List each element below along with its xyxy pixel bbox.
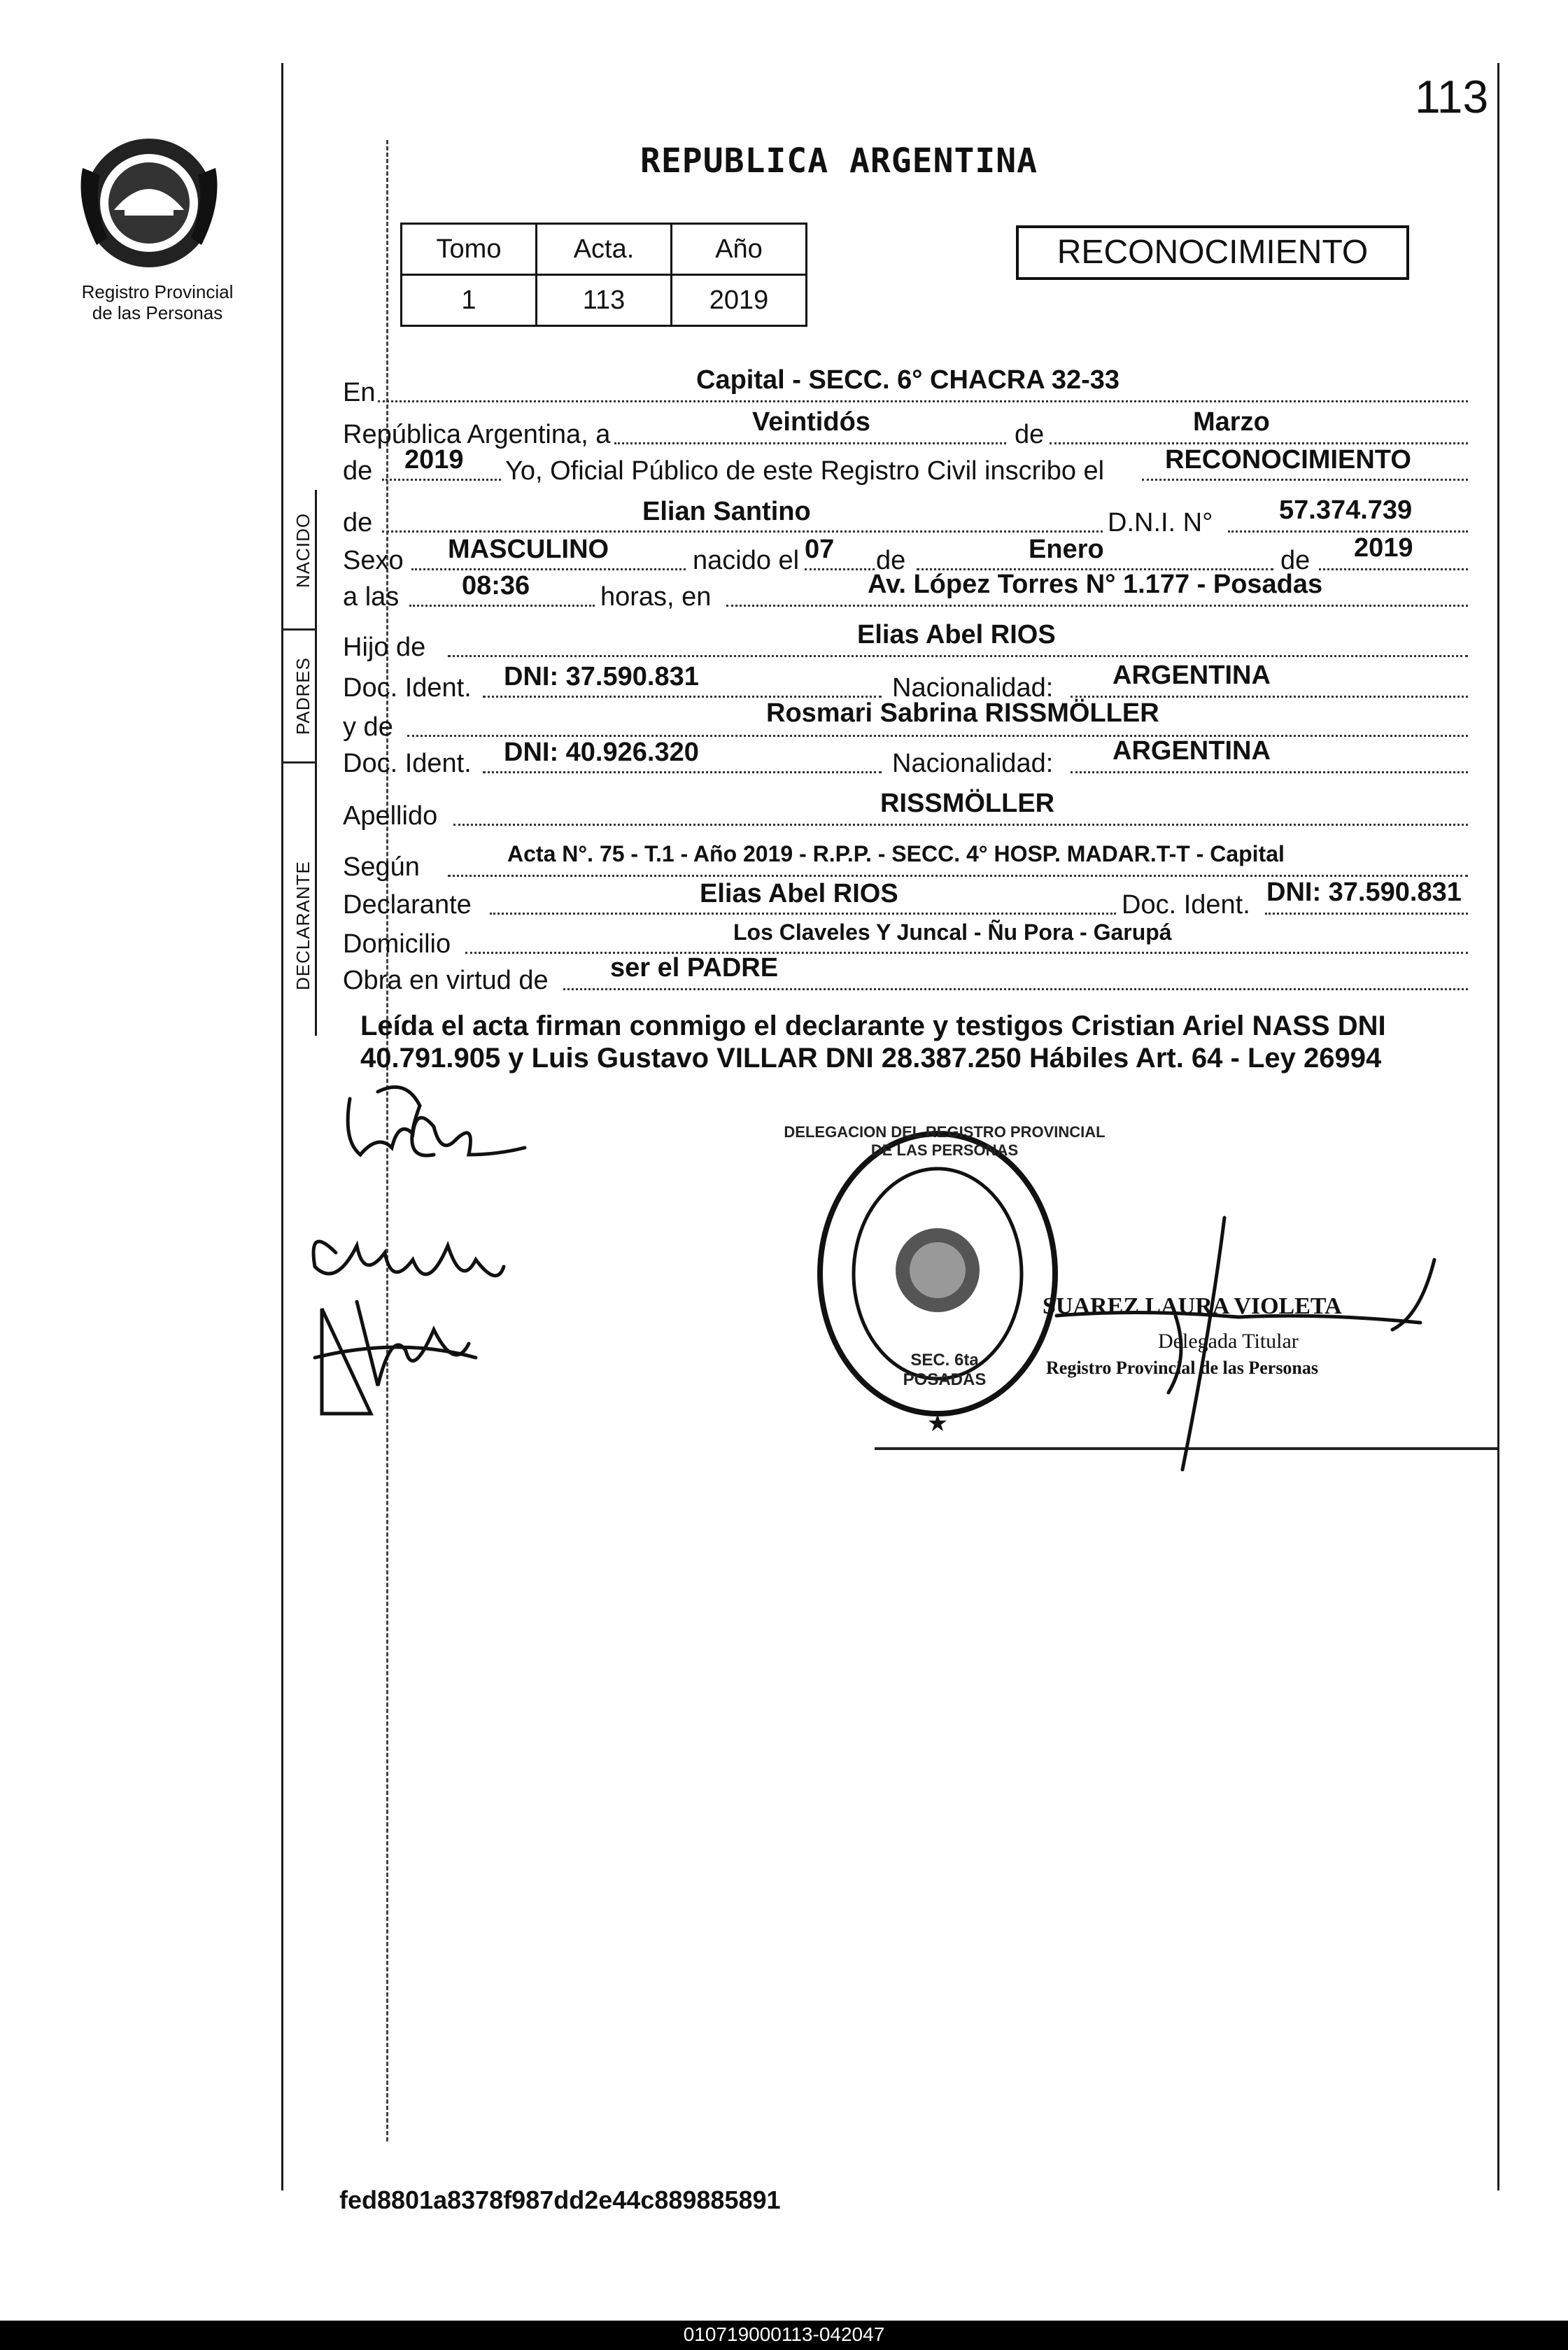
- officer-organization: Registro Provincial de las Personas: [1046, 1358, 1319, 1378]
- en-dots: [378, 400, 1468, 402]
- doc2-dots: [483, 771, 882, 773]
- day-dots: [614, 442, 1006, 444]
- obra-value: ser el PADRE: [610, 953, 779, 983]
- nac-day-value: 07: [805, 535, 835, 564]
- side-label-nacido: NACIDO: [292, 512, 313, 588]
- declarante-dots: [490, 913, 1116, 915]
- yde-label: y de: [343, 712, 393, 742]
- month-dots: [1050, 442, 1468, 444]
- declarante-value: Elias Abel RIOS: [700, 879, 898, 908]
- docid-dots: [1265, 913, 1468, 915]
- stamp-oval-text: DELEGACION DEL REGISTRO PROVINCIAL DE LAS PERSONAS: [784, 1123, 1106, 1159]
- docid-label: Doc. Ident.: [1122, 890, 1250, 920]
- segun-value: Acta N°. 75 - T.1 - Año 2019 - R.P.P. - SECC. 4° HOSP. MADAR.T-T - Capital: [507, 841, 1285, 866]
- doc2-value: DNI: 40.926.320: [504, 738, 699, 767]
- de-label: de: [1015, 420, 1045, 449]
- officer-name: SUAREZ LAURA VIOLETA: [1043, 1293, 1342, 1319]
- nac1-label: Nacionalidad:: [892, 673, 1054, 703]
- obra-label: Obra en virtud de: [343, 966, 549, 995]
- apellido-dots: [453, 824, 1468, 826]
- doc1-dots: [483, 696, 882, 698]
- nac1-dots: [1071, 696, 1468, 698]
- inscribe-value: RECONOCIMIENTO: [1165, 445, 1411, 474]
- en-value: Capital - SECC. 6° CHACRA 32-33: [696, 365, 1120, 395]
- nac-month-value: Enero: [1029, 535, 1104, 564]
- document-title: REPUBLICA ARGENTINA: [640, 141, 1038, 181]
- doc1-value: DNI: 37.590.831: [504, 662, 699, 691]
- lugar-dots: [726, 605, 1468, 607]
- month-value: Marzo: [1193, 407, 1270, 437]
- registry-value-acta: 113: [537, 275, 672, 326]
- section-separator-1: [281, 628, 316, 631]
- handwritten-signatures: [294, 1078, 574, 1442]
- registry-header-tomo: Tomo: [402, 224, 537, 275]
- dni-label: D.N.I. N°: [1108, 508, 1213, 537]
- segun-dots: [448, 875, 1468, 877]
- registry-header-ano: Año: [672, 224, 807, 275]
- de2-label: de: [343, 456, 373, 486]
- de5-label: de: [1280, 546, 1311, 575]
- sexo-value: MASCULINO: [448, 535, 609, 564]
- registry-table: [400, 223, 807, 327]
- madre-dots: [407, 735, 1468, 737]
- obra-dots: [563, 988, 1468, 990]
- horas-label: horas, en: [600, 582, 712, 612]
- officer-signature: [1001, 1190, 1469, 1484]
- nacido-label: nacido el: [693, 546, 800, 575]
- padre-value: Elias Abel RIOS: [857, 620, 1056, 649]
- dni-value: 57.374.739: [1279, 495, 1413, 525]
- document-hash: fed8801a8378f987dd2e44c889885891: [339, 2186, 781, 2214]
- doc2-label: Doc. Ident.: [343, 749, 472, 778]
- nac1-value: ARGENTINA: [1113, 661, 1271, 690]
- oficial-text: Yo, Oficial Público de este Registro Civil inscribo el: [505, 456, 1105, 486]
- sexo-label: Sexo: [343, 546, 404, 575]
- segun-label: Según: [343, 852, 420, 882]
- nombre-value: Elian Santino: [642, 497, 811, 526]
- closing-line-1: Leída el acta firman conmigo el declarante y testigos Cristian Ariel NASS DNI: [360, 1011, 1386, 1041]
- hijo-label: Hijo de: [343, 633, 426, 662]
- registry-header-acta: Acta.: [537, 224, 672, 275]
- domicilio-value: Los Claveles Y Juncal - Ñu Pora - Garupá: [733, 920, 1172, 945]
- hora-value: 08:36: [462, 571, 530, 600]
- de3-label: de: [343, 508, 373, 537]
- side-label-declarante: DECLARANTE: [292, 861, 313, 990]
- madre-value: Rosmari Sabrina RISSMÖLLER: [766, 698, 1159, 728]
- right-margin-line: [1497, 63, 1499, 2190]
- logo-caption-line1: Registro Provincial: [81, 281, 234, 302]
- republica-label: República Argentina, a: [343, 420, 611, 449]
- alas-label: a las: [343, 582, 400, 612]
- en-label: En: [343, 378, 376, 407]
- section-separator-2: [281, 761, 316, 764]
- inscribe-dots: [1142, 479, 1468, 481]
- lugar-value: Av. López Torres N° 1.177 - Posadas: [868, 570, 1323, 599]
- stamp-inner-text: SEC. 6ta POSADAS: [903, 1351, 987, 1389]
- padre-dots: [448, 655, 1468, 657]
- de4-label: de: [876, 546, 906, 575]
- nac-year-value: 2019: [1354, 533, 1413, 563]
- closing-line-2: 40.791.905 y Luis Gustavo VILLAR DNI 28.387.250 Hábiles Art. 64 - Ley 26994: [360, 1043, 1382, 1074]
- footer-code: 010719000113-042047: [683, 2323, 885, 2345]
- dni-dots: [1228, 530, 1468, 533]
- year-dots: [382, 479, 501, 481]
- apellido-value: RISSMÖLLER: [880, 789, 1055, 818]
- year-value: 2019: [404, 445, 464, 474]
- nac2-label: Nacionalidad:: [892, 749, 1054, 778]
- province-seal-logo: [76, 126, 223, 280]
- svg-text:★: ★: [926, 1409, 949, 1437]
- nac2-dots: [1071, 771, 1468, 773]
- officer-title: Delegada Titular: [1158, 1330, 1299, 1353]
- nac-day-dots: [805, 568, 875, 570]
- registry-value-ano: 2019: [672, 275, 807, 326]
- nombre-dots: [382, 530, 1103, 533]
- side-label-padres: PADRES: [292, 657, 313, 735]
- registry-value-tomo: 1: [402, 275, 537, 326]
- domicilio-label: Domicilio: [343, 929, 451, 959]
- doc1-label: Doc. Ident.: [343, 673, 472, 703]
- act-type-box: RECONOCIMIENTO: [1016, 225, 1409, 280]
- day-value: Veintidós: [752, 407, 870, 437]
- sexo-dots: [411, 568, 686, 570]
- apellido-label: Apellido: [343, 801, 438, 831]
- page-number: 113: [1415, 71, 1489, 122]
- logo-caption-line2: de las Personas: [92, 302, 223, 323]
- declarante-label: Declarante: [343, 890, 472, 920]
- nac-year-dots: [1319, 568, 1468, 570]
- left-margin-line: [281, 63, 283, 2190]
- docid-value: DNI: 37.590.831: [1266, 878, 1462, 907]
- hora-dots: [409, 605, 595, 607]
- nac2-value: ARGENTINA: [1113, 736, 1271, 766]
